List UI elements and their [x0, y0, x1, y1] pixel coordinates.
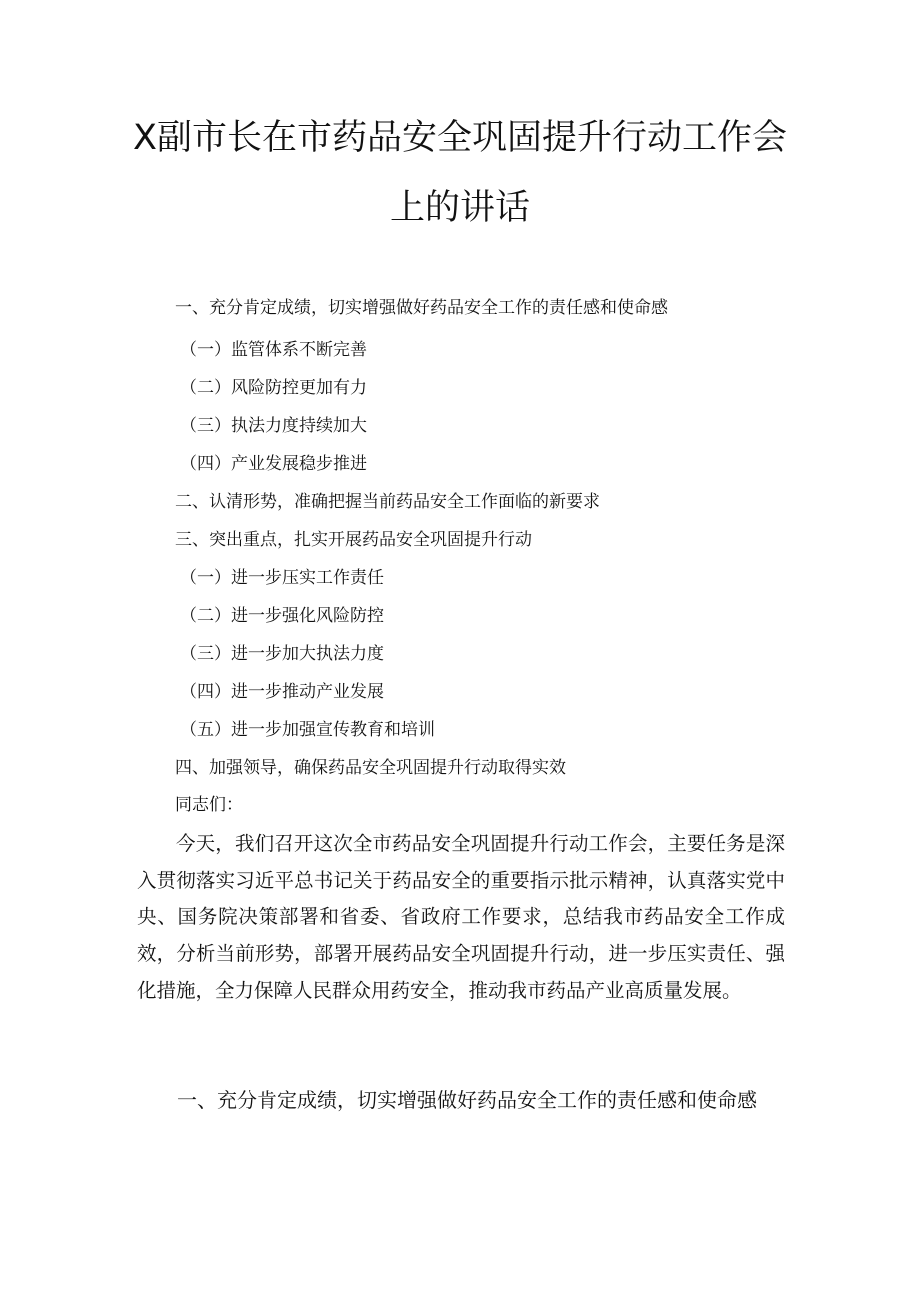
outline-item: 一、充分肯定成绩，切实增强做好药品安全工作的责任感和使命感 [175, 298, 668, 318]
section-heading: 一、充分肯定成绩，切实增强做好药品安全工作的责任感和使命感 [177, 1088, 757, 1112]
outline-item: （一）监管体系不断完善 [180, 340, 367, 360]
document-title-line-1: X副市长在市药品安全巩固提升行动工作会 [133, 118, 787, 158]
outline-item: （二）进一步强化风险防控 [180, 606, 384, 626]
intro-paragraph: 今天，我们召开这次全市药品安全巩固提升行动工作会，主要任务是深入贯彻落实习近平总书记关于药品安全的重要指示批示精神，认真落实党中央、国务院决策部署和省委、省政府工作要求，总结我市药品安全工作成效，分析当前形势，部署开展药品安全巩固提升行动，进一步压实责任、强化措施，全力保障人民群众用药安全，推动我市药品产业高质量发展。 [137, 832, 785, 1002]
document-title-line-2: 上的讲话 [389, 188, 530, 228]
outline-item: （二）风险防控更加有力 [180, 378, 367, 398]
outline-item: （三）进一步加大执法力度 [180, 644, 384, 664]
outline-item: 四、加强领导，确保药品安全巩固提升行动取得实效 [175, 758, 566, 778]
outline-item: （五）进一步加强宣传教育和培训 [180, 720, 435, 740]
outline-item: （四）进一步推动产业发展 [180, 682, 384, 702]
outline-item: （四）产业发展稳步推进 [180, 454, 367, 474]
outline-item: （三）执法力度持续加大 [180, 416, 367, 436]
outline-item: （一）进一步压实工作责任 [180, 568, 384, 588]
salutation: 同志们： [175, 795, 243, 815]
outline-item: 二、认清形势，准确把握当前药品安全工作面临的新要求 [175, 492, 600, 512]
outline-item: 三、突出重点，扎实开展药品安全巩固提升行动 [175, 530, 532, 550]
